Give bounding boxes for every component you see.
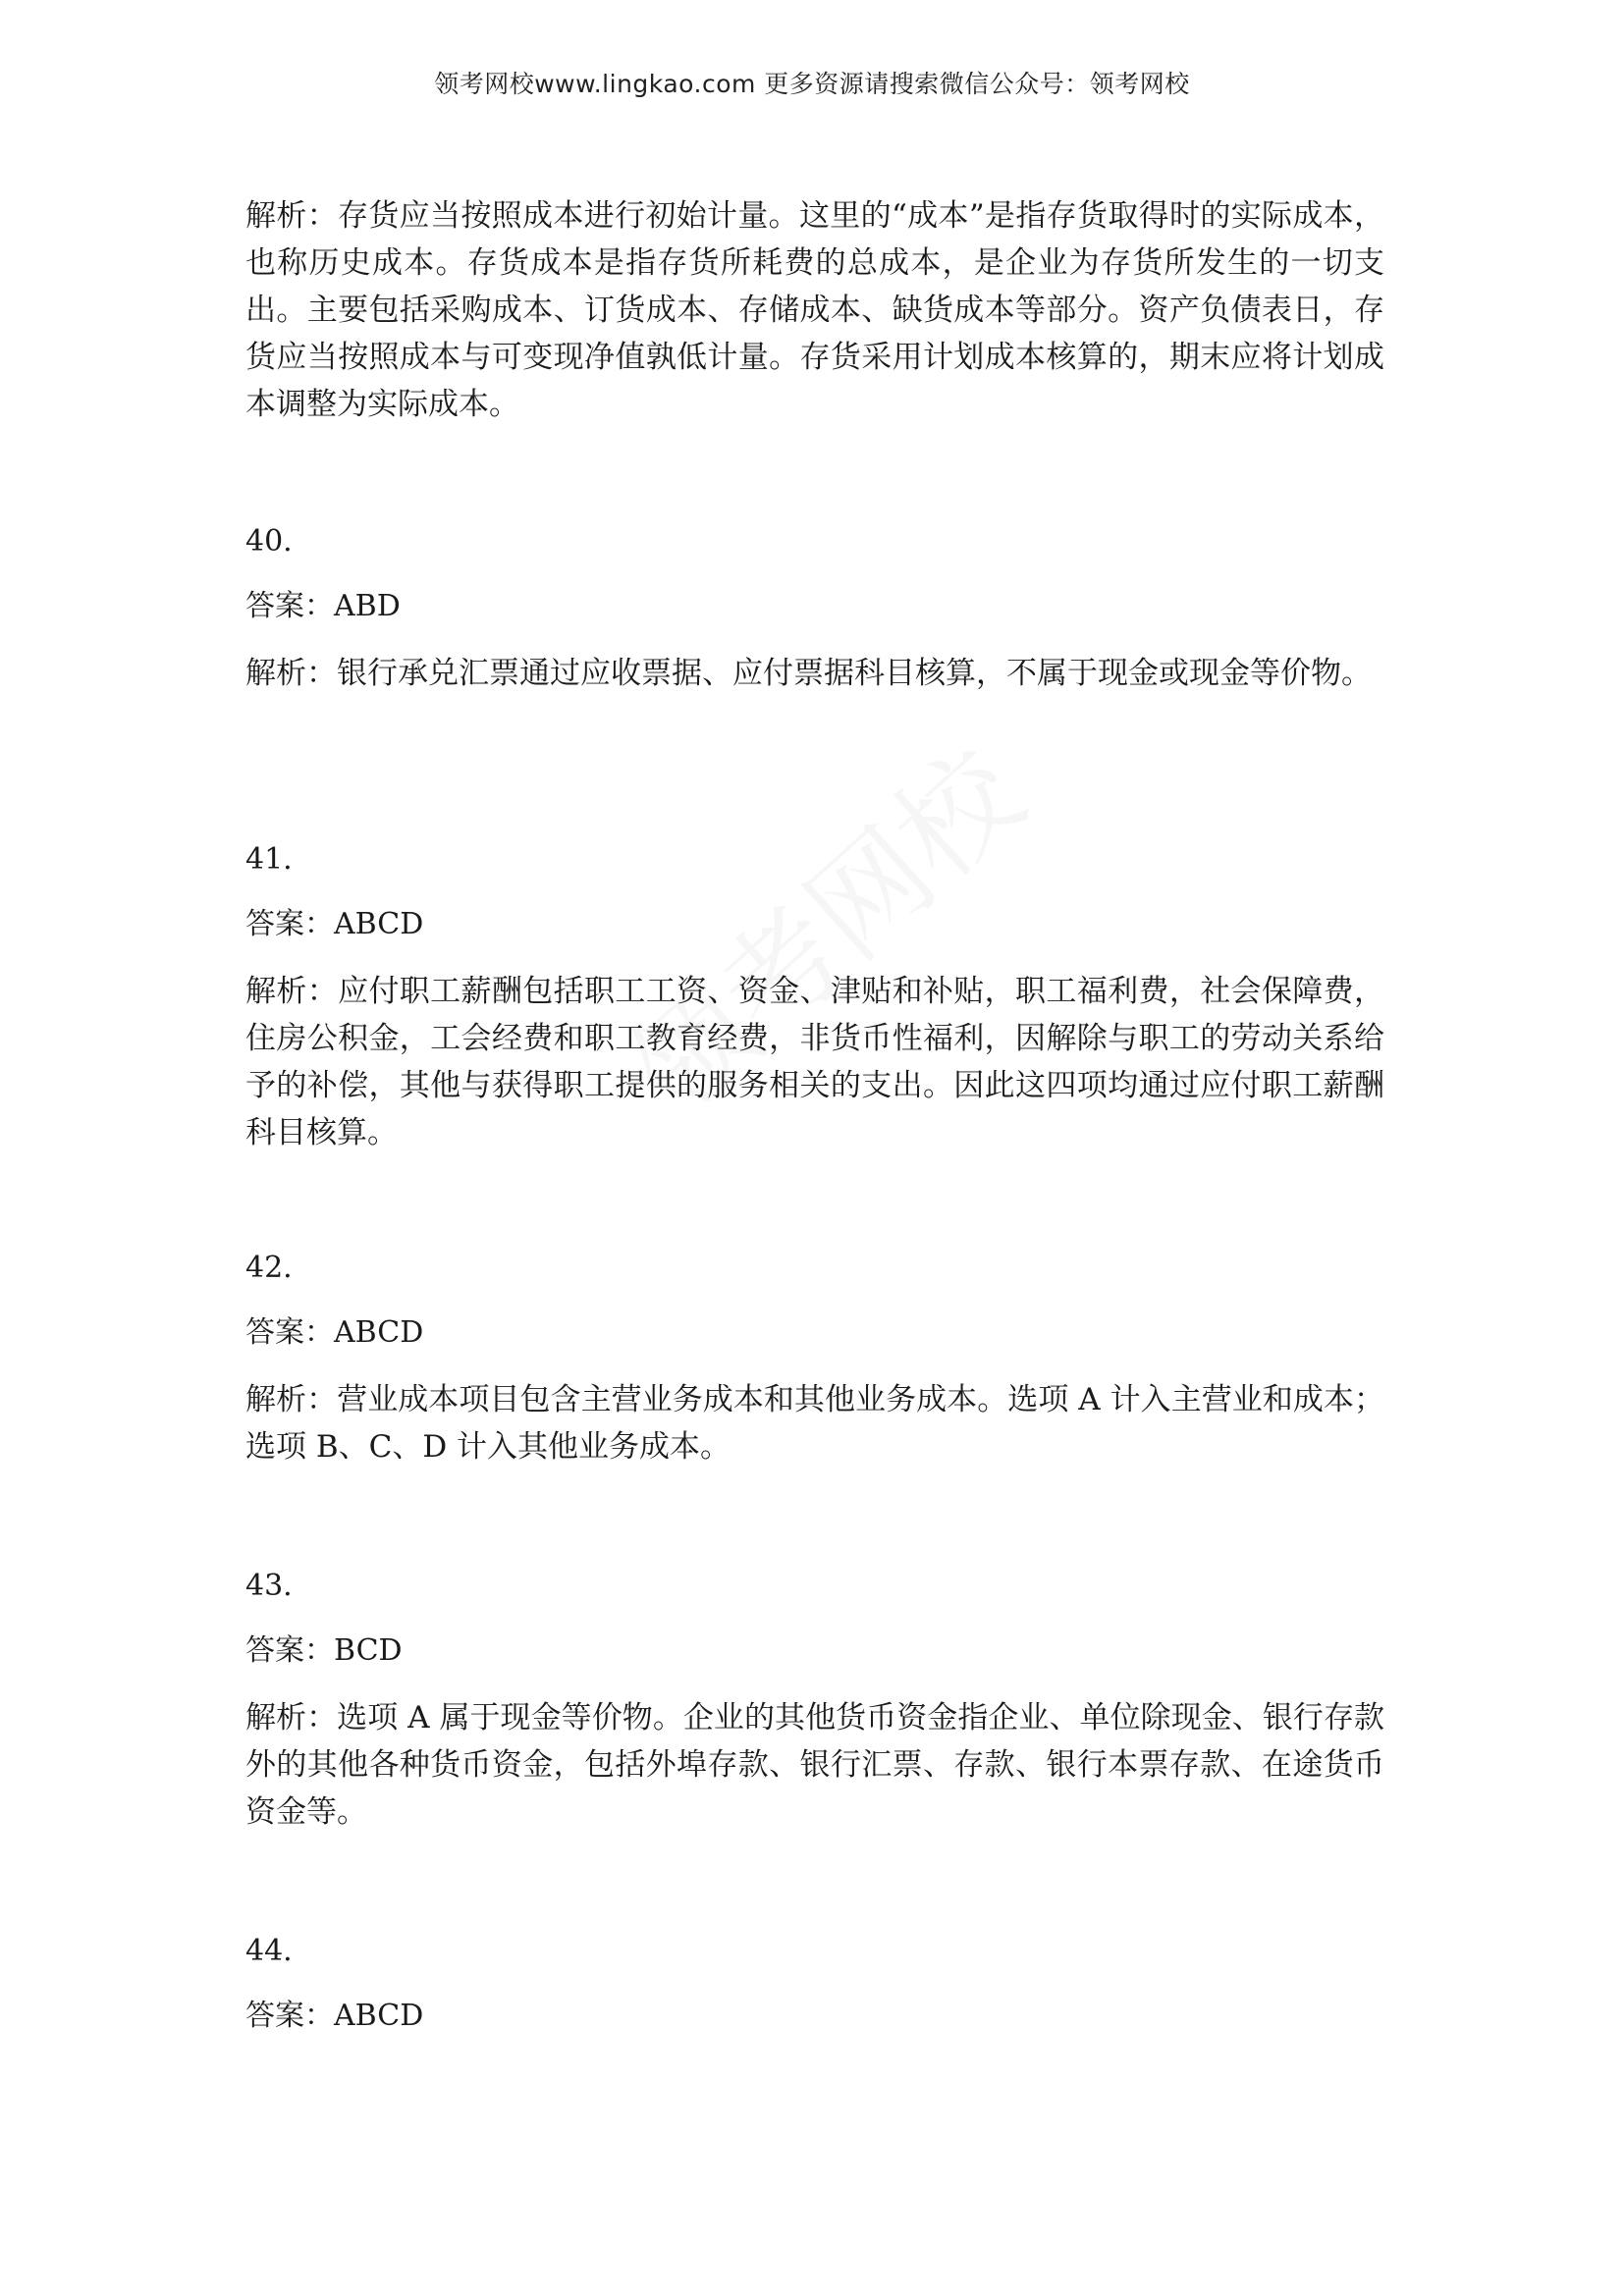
answer-41-block <box>245 901 1384 948</box>
answer-text: 答案：BCD <box>245 1633 403 1668</box>
question-number: 42. <box>245 1251 293 1285</box>
question-44 <box>245 1928 1384 1975</box>
answer-text: 答案：ABCD <box>245 1315 424 1350</box>
question-43 <box>245 1563 1384 1610</box>
page-header: 领考网校www.lingkao.com 更多资源请搜索微信公众号：领考网校 <box>434 70 1190 98</box>
question-number: 43. <box>245 1569 293 1603</box>
answer-44-block <box>245 1993 1384 2040</box>
intro-block <box>245 192 1384 428</box>
answer-42-block <box>245 1309 1384 1357</box>
answer-text: 答案：ABCD <box>245 1999 424 2033</box>
analysis-40-block <box>245 650 1384 697</box>
question-40 <box>245 518 1384 565</box>
answer-40-block <box>245 583 1384 630</box>
analysis-text: 解析：选项 A 属于现金等价物。企业的其他货币资金指企业、单位除现金、银行存款外的其他各种货币资金，包括外埠存款、银行汇票、存款、银行本票存款、在途货币资金等。 <box>245 1700 1384 1830</box>
answer-text: 答案：ABD <box>245 589 401 623</box>
analysis-42-block <box>245 1376 1384 1470</box>
analysis-text: 解析：存货应当按照成本进行初始计量。这里的“成本”是指存货取得时的实际成本，也称历史成本。存货成本是指存货所耗费的总成本，是企业为存货所发生的一切支出。主要包括采购成本、订货成本、存储成本、缺货成本等部分。资产负债表日，存货应当按照成本与可变现净值孰低计量。存货采用计划成本核算的，期末应将计划成本调整为实际成本。 <box>245 198 1384 422</box>
question-41 <box>245 836 1384 883</box>
analysis-text: 解析：应付职工薪酬包括职工工资、资金、津贴和补贴，职工福利费，社会保障费，住房公积金，工会经费和职工教育经费，非货币性福利，因解除与职工的劳动关系给予的补偿，其他与获得职工提供的服务相关的支出。因此这四项均通过应付职工薪酬科目核算。 <box>245 974 1384 1150</box>
analysis-text: 解析：营业成本项目包含主营业务成本和其他业务成本。选项 A 计入主营业和成本；选项 B、C、D 计入其他业务成本。 <box>245 1382 1384 1465</box>
analysis-43-block <box>245 1694 1384 1836</box>
question-number: 44. <box>245 1934 293 1968</box>
analysis-41-block <box>245 968 1384 1156</box>
question-42 <box>245 1245 1384 1292</box>
answer-text: 答案：ABCD <box>245 907 424 941</box>
question-number: 41. <box>245 842 293 877</box>
answer-43-block <box>245 1628 1384 1675</box>
question-number: 40. <box>245 524 293 559</box>
analysis-text: 解析：银行承兑汇票通过应收票据、应付票据科目核算，不属于现金或现金等价物。 <box>245 656 1372 691</box>
